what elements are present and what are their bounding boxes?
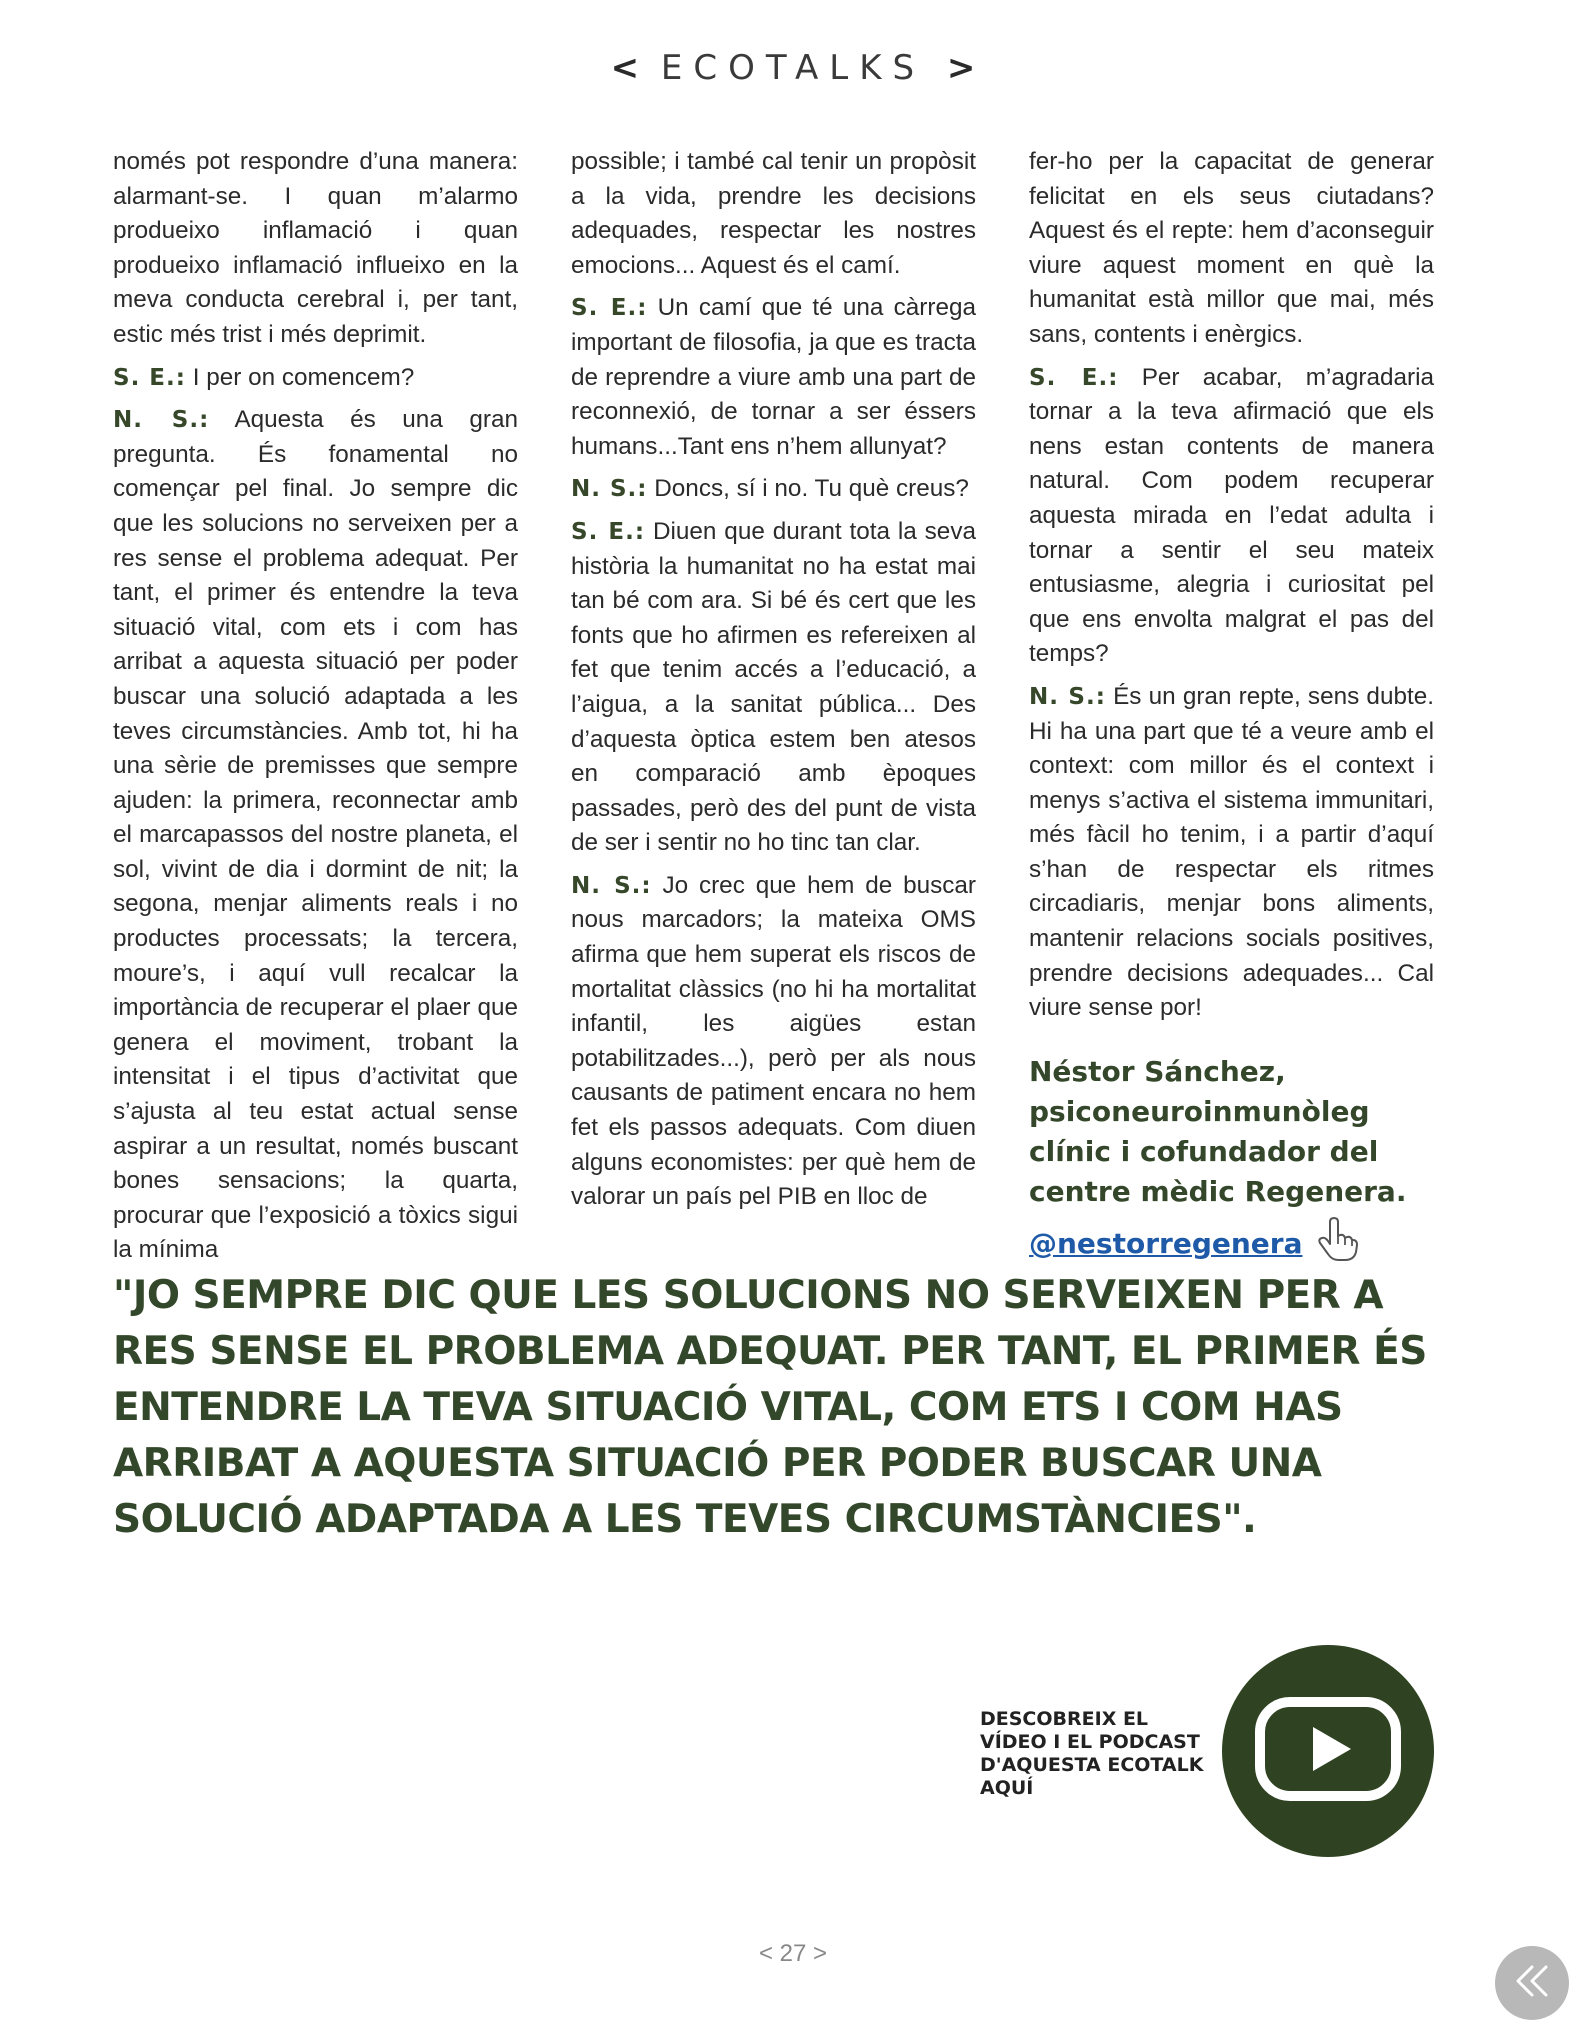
author-title-line: psiconeuroinmunòleg <box>1029 1094 1370 1128</box>
video-podcast-cta: DESCOBREIX EL VÍDEO I EL PODCAST D'AQUESTA ECOTALK AQUÍ <box>980 1708 1204 1799</box>
magazine-header <box>0 48 1586 88</box>
author-signature <box>1029 1052 1434 1273</box>
paragraph: S. E.: Un camí que té una càrrega important de filosofia, ja que es tracta de reprendre a viure amb una part de reconnexió, de tornar a ser éssers humans...Tant ens n’hem allunyat? <box>571 294 976 460</box>
author-title-line: centre mèdic Regenera. <box>1029 1174 1407 1208</box>
page-number: < 27 > <box>758 1940 828 1967</box>
article-column-2 <box>571 145 976 1223</box>
pull-quote: "JO SEMPRE DIC QUE LES SOLUCIONS NO SERVEIXEN PER A RES SENSE EL PROBLEMA ADEQUAT. PER TANT, EL PRIMER ÉS ENTENDRE LA TEVA SITUACIÓ VITAL, COM ETS I COM HAS ARRIBAT A AQUESTA SITUACIÓ PER PODER BUSCAR UNA SOLUCIÓ ADAPTADA A LES TEVES CIRCUMSTÀNCIES". <box>113 1273 1427 1542</box>
paragraph: només pot respondre d’una manera: alarmant-se. I quan m’alarmo produeixo inflamació i quan produeixo inflamació influeixo en la meva conducta cerebral i, per tant, estic més trist i més deprimit. <box>113 148 518 348</box>
speaker-label: S. E.: <box>113 364 186 391</box>
speaker-label: N. S.: <box>113 407 210 434</box>
paragraph: N. S.: Doncs, sí i no. Tu què creus? <box>571 475 969 503</box>
paragraph: N. S.: És un gran repte, sens dubte. Hi ha una part que té a veure amb el context: com millor és el context i menys s’activa el sistema immunitari, més fàcil ho tenim, i a partir d’aquí s’han de respectar els ritmes circadiaris, menjar bons aliments, mantenir relacions socials positives, prendre decisions adequades... Cal viure sense por! <box>1029 682 1434 1022</box>
paragraph: fer-ho per la capacitat de generar felicitat en els seus ciutadans? Aquest és el repte: hem d’aconseguir viure aquest moment en què la humanitat està millor que mai, més sans, contents i enèrgics. <box>1029 148 1434 348</box>
speaker-label: S. E.: <box>571 518 646 545</box>
paragraph: N. S.: Jo crec que hem de buscar nous marcadors; la mateixa OMS afirma que hem superat els riscos de mortalitat clàssics (no hi ha mortalitat infantil, les aigües estan potabilitzades...), però per als nous causants de patiment encara no hem fet els passos adequats. Com diuen alguns economistes: per què hem de valorar un país pel PIB en lloc de <box>571 871 976 1211</box>
paragraph: possible; i també cal tenir un propòsit a la vida, prendre les decisions adequades, respectar les nostres emocions... Aquest és el camí. <box>571 148 976 279</box>
paragraph: N. S.: Aquesta és una gran pregunta. És fonamental no començar pel final. Jo sempre dic que les solucions no serveixen per a res sense el problema adequat. Per tant, el primer és entendre la teva situació vital, com ets i com has arribat a aquesta situació per poder buscar una solució adaptada a les teves circumstàncies. Amb tot, hi ha una sèrie de premisses que sempre ajuden: la primera, reconnectar amb el marcapassos del nostre planeta, el sol, vivint de dia i dormint de nit; la segona, menjar aliments reals i no productes processats; la tercera, moure’s, i aquí vull recalcar la importància de recuperar el plaer que genera el moviment, trobant la intensitat i el tipus d’activitat que s’ajusta al teu estat actual sense aspirar a un resultat, només buscant bones sensacions; la quarta, procurar que l’exposició a tòxics sigui la mínima <box>113 406 518 1264</box>
paragraph: S. E.: I per on comencem? <box>113 363 415 391</box>
speaker-label: S. E.: <box>1029 364 1119 391</box>
speaker-label: N. S.: <box>1029 683 1106 710</box>
header-title: ECOTALKS <box>660 48 926 88</box>
double-chevron-left-icon <box>1512 1961 1552 2006</box>
speaker-label: N. S.: <box>571 872 652 899</box>
author-title-line: clínic i cofundador del <box>1029 1134 1379 1168</box>
author-handle-row <box>1029 1216 1434 1273</box>
speaker-label: N. S.: <box>571 476 648 503</box>
author-social-link[interactable]: @nestorregenera <box>1029 1227 1303 1261</box>
article-column-1 <box>113 145 518 1276</box>
youtube-play-icon <box>1255 1697 1401 1806</box>
header-right-chevron: > <box>946 48 976 88</box>
article-column-3 <box>1029 145 1434 1273</box>
youtube-play-button[interactable] <box>1222 1645 1434 1857</box>
paragraph: S. E.: Diuen que durant tota la seva història la humanitat no ha estat mai tan bé com ara. Si bé és cert que les fonts que ho afirmen es refereixen al fet que tenim accés a l’educació, a l’aigua, a la sanitat pública... Des d’aquesta òptica estem ben atesos en comparació amb èpoques passades, però des del punt de vista de ser i sentir no ho tinc tan clar. <box>571 517 976 857</box>
paragraph: S. E.: Per acabar, m’agradaria tornar a la teva afirmació que els nens estan contents de manera natural. Com podem recuperar aquesta mirada en l’edat adulta i tornar a sentir el seu mateix entusiasme, alegria i curiositat pel que ens envolta malgrat el pas del temps? <box>1029 363 1434 668</box>
speaker-label: S. E.: <box>571 295 648 322</box>
pointer-hand-icon <box>1316 1216 1358 1273</box>
header-left-chevron: < <box>610 48 640 88</box>
author-name: Néstor Sánchez, <box>1029 1054 1286 1088</box>
back-button[interactable] <box>1495 1946 1569 2020</box>
